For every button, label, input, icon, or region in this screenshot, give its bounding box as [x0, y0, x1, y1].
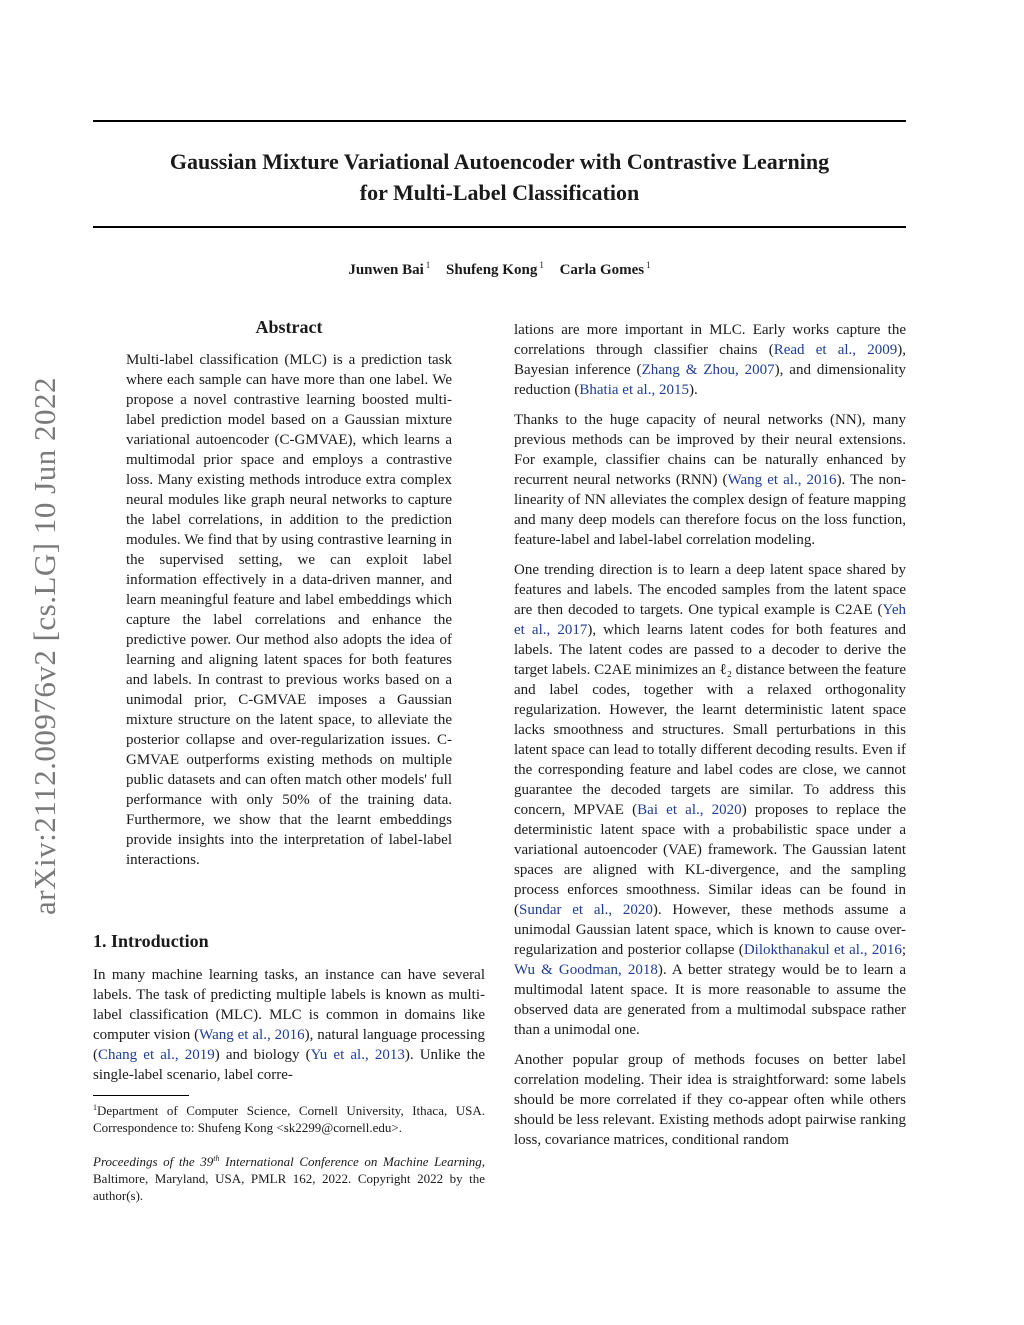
citation-link[interactable]: Yu et al., 2013 — [310, 1047, 405, 1063]
citation-link[interactable]: Bai et al., 2020 — [637, 802, 742, 818]
citation-link[interactable]: Dilokthanakul et al., 2016 — [743, 942, 902, 958]
author: Shufeng Kong $^1$ — [446, 260, 544, 278]
author: Carla Gomes $^1$ — [559, 260, 651, 278]
arxiv-id: arXiv:2112.00976v2 [cs.LG] 10 Jun 2022 — [27, 377, 62, 915]
citation-link[interactable]: Read et al., 2009 — [773, 342, 898, 358]
intro-paragraph: Another popular group of methods focuses on better label correlation modeling. Their idea is straightforward: some labels should be more correlated if they co-appear often while others should be less relevant. Existing methods adopt pairwise ranking loss, covariance matrices, conditional random — [514, 1052, 906, 1148]
citation-link[interactable]: Wang et al., 2016 — [727, 472, 837, 488]
intro-paragraph: Thanks to the huge capacity of neural networks (NN), many previous methods can be improved by their neural extensions. For example, classifier chains can be naturally enhanced by recurrent neural networks (RNN) (Wang et al., 2016). The non-linearity of NN alleviates the complex design of feature mapping and many deep models can therefore focus on the loss function, feature-label and label-label correlation modeling. — [514, 412, 907, 548]
abstract-text: Multi-label classification (MLC) is a prediction task where each sample can have more than one label. We propose a novel contrastive learning boosted multi-label prediction model based on a Gaussian mixture variational autoencoder (C-GMVAE), which learns a multimodal prior space and employs a contrastive loss. Many existing methods introduce extra complex neural modules like graph neural networks to capture the label correlations, in addition to the prediction modules. We find that by using contrastive learning in the supervised setting, we can exploit label information effectively in a data-driven manner, and learn meaningful feature and label embeddings which capture the label correlations and enhance the predictive power. Our method also adopts the idea of learning and aligning latent spaces for both features and labels. In contrast to previous works based on a unimodal prior, C-GMVAE imposes a Gaussian mixture structure on the latent space, to alleviate the posterior collapse and over-regularization issues. C-GMVAE outperforms existing methods on multiple public datasets and can often match other models' full performance with only 50% of the training data. Furthermore, we show that the learnt embeddings provide insights into the interpretation of label-label interactions. — [126, 352, 452, 868]
citation-link[interactable]: Sundar et al., 2020 — [519, 902, 653, 918]
intro-paragraph: One trending direction is to learn a deep latent space shared by features and labels. The encoded samples from the latent space are then decoded to targets. One typical example is C2AE (Yeh et al., 2017), which learns latent codes for both features and labels. The latent codes are passed to a decoder to derive the target labels. C2AE minimizes an ℓ₂ distance between the feature and label codes, together with a relaxed orthogonality regularization. However, the learnt deterministic latent space lacks smoothness and structures. Small perturbations in this latent space can lead to totally different decoding results. Even if the corresponding feature and label codes are close, we cannot guarantee the decoded targets are similar. To address this concern, MPVAE (Bai et al., 2020) proposes to replace the deterministic latent space with a probabilistic space under a variational autoencoder (VAE) framework. The Gaussian latent spaces are aligned with KL-divergence, and the sampling process enforces smoothness. Similar ideas can be found in (Sundar et al., 2020). However, these methods assume a unimodal Gaussian latent space, which is known to cause over-regularization and posterior collapse (Dilokthanakul et al., 2016; Wu & Goodman, 2018). A better strategy would be to learn a multimodal latent space. It is more reasonable to assume the observed data are generated from a multimodal subspace rather than a unimodal one. — [514, 562, 907, 1038]
intro-column — [93, 965, 485, 1095]
citation-link[interactable]: Yeh et al., 2017 — [514, 602, 906, 638]
arxiv-watermark — [20, 356, 70, 936]
citation-link[interactable]: Chang et al., 2019 — [98, 1047, 215, 1063]
right-column — [514, 320, 906, 1160]
citation-link[interactable]: Bhatia et al., 2015 — [579, 382, 689, 398]
intro-heading: 1. Introduction — [93, 931, 209, 951]
footnote-rule — [93, 1095, 189, 1096]
author: Junwen Bai $^1$ — [348, 260, 431, 278]
abstract-heading: Abstract — [255, 317, 323, 337]
citation-link[interactable]: Zhang & Zhou, 2007 — [641, 362, 775, 378]
title-top-rule — [93, 120, 906, 122]
intro-paragraph: lations are more important in MLC. Early works capture the correlations through classifier chains (Read et al., 2009), Bayesian inference (Zhang & Zhou, 2007), and dimensionality reduction (Bhatia et al., 2015). — [514, 322, 907, 398]
title-bottom-rule — [93, 226, 906, 228]
title-line-2: for Multi-Label Classification — [359, 180, 640, 205]
paper-title — [93, 146, 906, 208]
citation-link[interactable]: Wu & Goodman, 2018 — [514, 962, 658, 978]
author-list — [93, 260, 906, 279]
affiliation-footnote: $^1$Department of Computer Science, Cornell University, Ithaca, USA. Correspondence to: Shufeng Kong <sk2299@cornell.edu>. — [93, 1103, 485, 1135]
title-line-1: Gaussian Mixture Variational Autoencoder with Contrastive Learning — [169, 149, 830, 174]
proceedings-note: Proceedings of the 39th International Conference on Machine Learning, Baltimore, Maryland, USA, PMLR 162, 2022. Copyright 2022 by the author(s). — [93, 1154, 485, 1203]
intro-paragraph: In many machine learning tasks, an instance can have several labels. The task of predicting multiple labels is known as multi-label classification (MLC). MLC is common in domains like computer vision (Wang et al., 2016), natural language processing (Chang et al., 2019) and biology (Yu et al., 2013). Unlike the single-label scenario, label corre- — [93, 967, 486, 1083]
citation-link[interactable]: Wang et al., 2016 — [199, 1027, 305, 1043]
